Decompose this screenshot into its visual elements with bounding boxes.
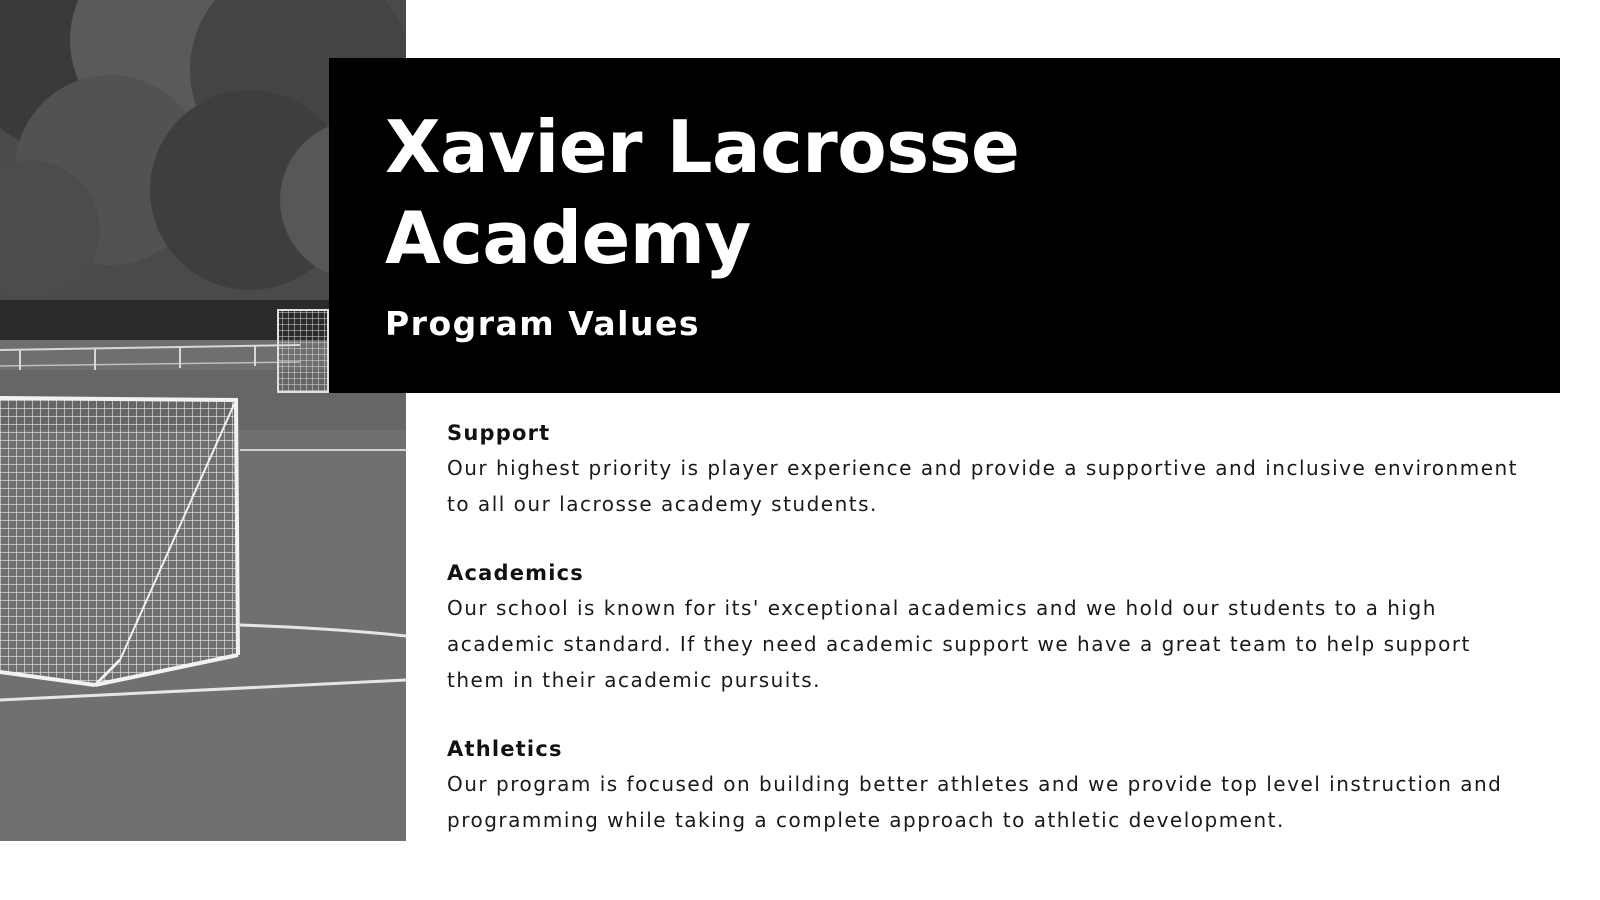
value-heading: Athletics bbox=[447, 737, 563, 761]
value-heading: Support bbox=[447, 421, 551, 445]
value-description: Our school is known for its' exceptional academics and we hold our students to a high academic standard. If they need academic support we have a great team to help support them in their academic pursuits. bbox=[447, 596, 1471, 692]
value-support bbox=[447, 418, 1527, 522]
program-values-list bbox=[447, 418, 1527, 874]
value-academics bbox=[447, 558, 1527, 698]
page-subtitle: Program Values bbox=[385, 304, 701, 343]
value-athletics bbox=[447, 734, 1527, 838]
value-description: Our highest priority is player experience and provide a supportive and inclusive environment to all our lacrosse academy students. bbox=[447, 456, 1519, 516]
page-title: Xavier Lacrosse Academy bbox=[385, 105, 1020, 280]
title-banner bbox=[329, 58, 1560, 393]
value-description: Our program is focused on building better athletes and we provide top level instruction and programming while taking a complete approach to athletic development. bbox=[447, 772, 1503, 832]
value-heading: Academics bbox=[447, 561, 584, 585]
